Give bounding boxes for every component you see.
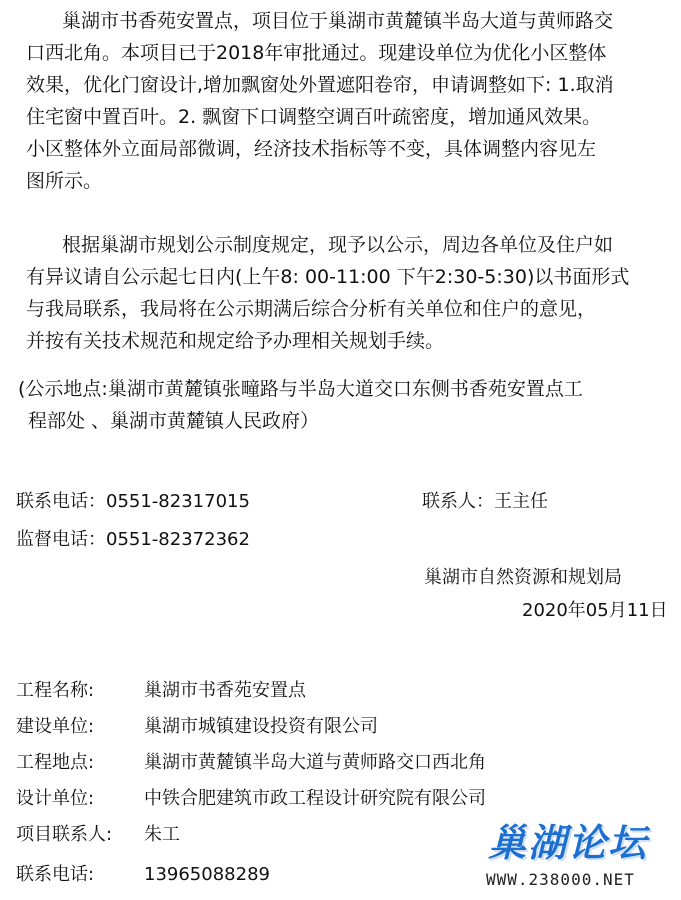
contact-person: 联系人：王主任 (422, 491, 548, 512)
info-value: 巢湖市黄麓镇半岛大道与黄师路交口西北角 (144, 752, 486, 773)
text-line: 小区整体外立面局部微调，经济技术指标等不变，具体调整内容见左 (26, 138, 597, 160)
info-row-location (16, 748, 486, 774)
notice-paragraph-1 (26, 5, 666, 197)
contact-phone: 联系电话：0551-82317015 (16, 491, 250, 512)
info-row-project-name (16, 676, 306, 702)
info-value: 中铁合肥建筑市政工程设计研究院有限公司 (144, 788, 486, 809)
text-line: 效果，优化门窗设计,增加飘窗处外置遮阳卷帘，申请调整如下: 1.取消 (26, 74, 614, 96)
text-line: 住宅窗中置百叶。2. 飘窗下口调整空调百叶疏密度，增加通风效果。 (26, 106, 602, 128)
supervision-phone: 监督电话：0551-82372362 (16, 529, 250, 550)
watermark-url: WWW.238000.NET (486, 870, 635, 889)
info-value: 13965088289 (144, 864, 270, 885)
text-line: 口西北角。本项目已于2018年审批通过。现建设单位为优化小区整体 (26, 42, 607, 64)
info-value: 朱工 (144, 824, 180, 845)
info-label: 工程名称: (16, 680, 95, 701)
info-value: 巢湖市书香苑安置点 (144, 680, 306, 701)
info-label: 项目联系人: (16, 824, 113, 845)
info-row-designer (16, 784, 486, 810)
text-line: 巢湖市书香苑安置点，项目位于巢湖市黄麓镇半岛大道与黄师路交 (62, 10, 614, 32)
info-row-contact-phone (16, 860, 270, 886)
info-value: 巢湖市城镇建设投资有限公司 (144, 716, 378, 737)
text-line: 并按有关技术规范和规定给予办理相关规划手续。 (26, 330, 445, 352)
notice-paragraph-2 (26, 229, 666, 357)
text-line: (公示地点:巢湖市黄麓镇张疃路与半岛大道交口东侧书香苑安置点工 (18, 378, 583, 400)
info-label: 建设单位: (16, 716, 95, 737)
forum-watermark-logo (484, 812, 672, 896)
info-label: 工程地点: (16, 752, 95, 773)
watermark-text: 巢湖论坛 (488, 821, 649, 865)
info-row-project-contact (16, 820, 180, 846)
text-line: 与我局联系，我局将在公示期满后综合分析有关单位和住户的意见， (26, 298, 597, 320)
text-line: 程部处 、巢湖市黄麓镇人民政府） (28, 410, 320, 432)
info-label: 设计单位: (16, 788, 95, 809)
issuing-authority: 巢湖市自然资源和规划局 (424, 567, 622, 588)
text-line: 图所示。 (26, 170, 103, 192)
notice-location (18, 373, 668, 437)
text-line: 有异议请自公示起七日内(上午8: 00-11:00 下午2:30-5:30)以书面形式 (26, 266, 630, 288)
issue-date: 2020年05月11日 (522, 600, 668, 621)
info-label: 联系电话: (16, 864, 95, 885)
info-row-builder (16, 712, 378, 738)
text-line: 根据巢湖市规划公示制度规定，现予以公示，周边各单位及住户如 (62, 234, 614, 256)
